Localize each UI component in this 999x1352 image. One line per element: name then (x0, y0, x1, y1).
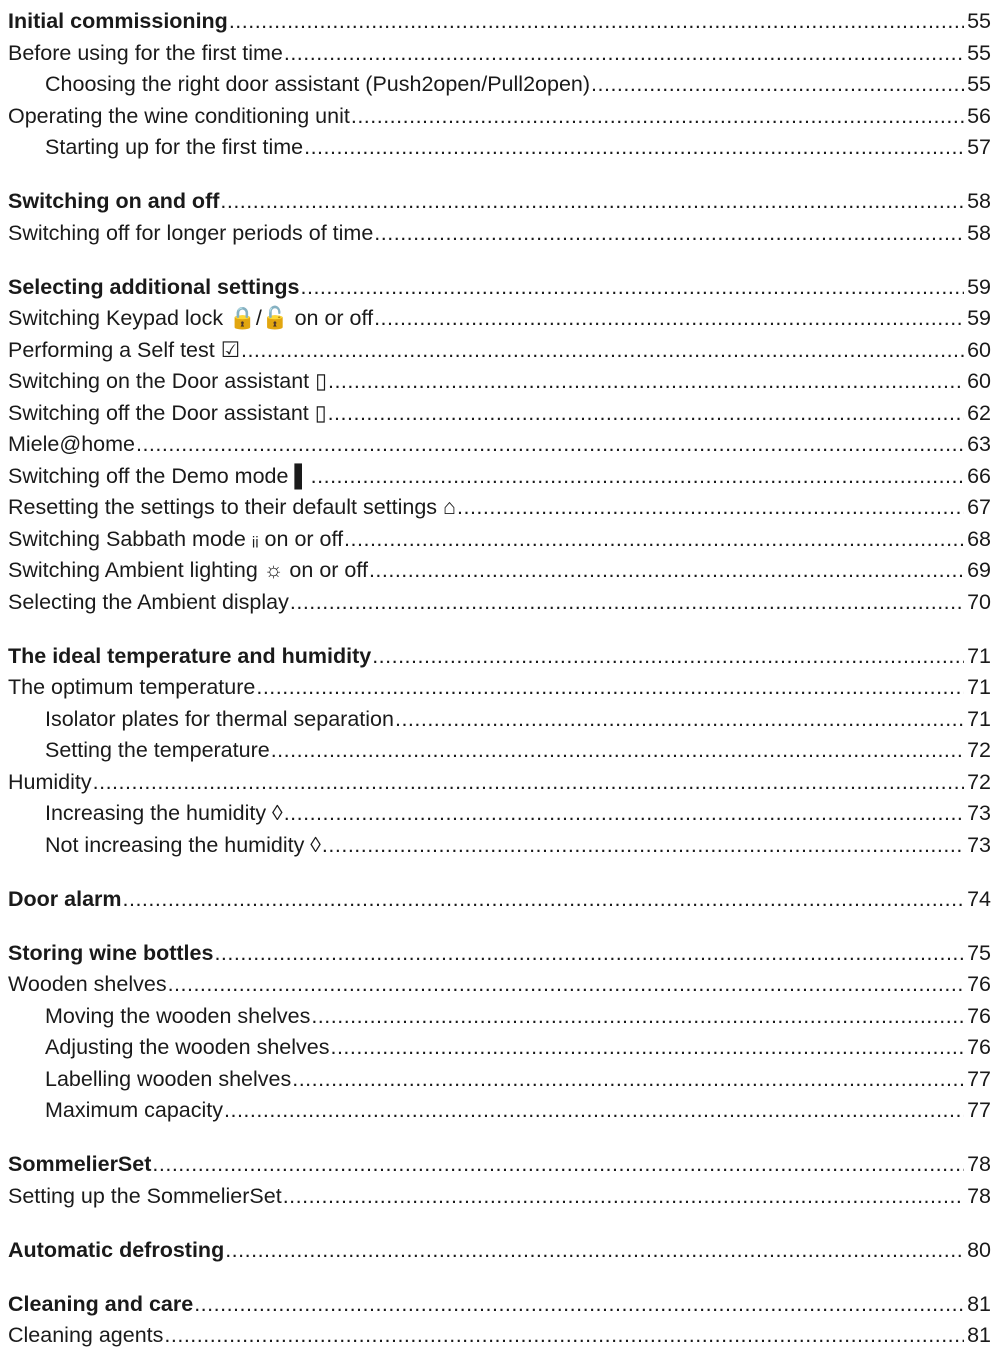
toc-entry-title: Moving the wooden shelves (45, 1003, 311, 1028)
toc-entry-title: Increasing the humidity ◊ (45, 801, 283, 825)
toc-entry-title: Switching Sabbath mode ᵢᵢ on or off (8, 526, 344, 551)
toc-subsection-entry[interactable] (8, 1095, 991, 1127)
toc-page-number: 76 (967, 1035, 991, 1059)
toc-entry-title: The ideal temperature and humidity (8, 643, 372, 668)
toc-page-number: 74 (967, 886, 991, 911)
toc-page-number: 60 (967, 337, 991, 362)
toc-page-number: 72 (967, 738, 991, 762)
toc-dot-leader (164, 1320, 964, 1352)
toc-entry-title: Starting up for the first time (45, 135, 304, 159)
toc-entry-title: Choosing the right door assistant (Push2open/Pull2open) (45, 72, 591, 96)
toc-page-number: 55 (967, 40, 991, 65)
toc-entry-title: Door alarm (8, 886, 122, 911)
toc-chapter-entry[interactable] (8, 1235, 991, 1267)
toc-dot-leader (301, 272, 965, 304)
toc-subsection-entry[interactable] (8, 1064, 991, 1096)
toc-entry-title: Isolator plates for thermal separation (45, 706, 394, 731)
toc-dot-leader (369, 555, 964, 587)
toc-dot-leader (93, 767, 964, 799)
toc-chapter-entry[interactable] (8, 1289, 991, 1321)
toc-chapter-entry[interactable] (8, 186, 991, 218)
toc-dot-leader (220, 186, 964, 218)
toc-entry-title: Switching Ambient lighting ☼ on or off (8, 558, 368, 582)
toc-page-number: 77 (967, 1066, 991, 1091)
toc-page-number: 80 (967, 1237, 991, 1262)
toc-section-entry[interactable] (8, 335, 991, 367)
toc-entry-title: Wooden shelves (8, 972, 167, 996)
toc-dot-leader (229, 6, 964, 38)
toc-dot-leader (214, 938, 964, 970)
toc-dot-leader (311, 1001, 964, 1033)
toc-subsection-entry[interactable] (8, 704, 991, 736)
toc-dot-leader (374, 218, 964, 250)
toc-page-number: 58 (967, 189, 991, 213)
toc-dot-leader (330, 1032, 964, 1064)
toc-entry-title: The optimum temperature (8, 675, 256, 699)
toc-section-entry[interactable] (8, 101, 991, 133)
toc-section-entry[interactable] (8, 1320, 991, 1352)
toc-subsection-entry[interactable] (8, 830, 991, 862)
toc-section-entry[interactable] (8, 303, 991, 335)
toc-page-number: 81 (967, 1323, 991, 1347)
toc-section-entry[interactable] (8, 492, 991, 524)
toc-entry-title: Adjusting the wooden shelves (45, 1035, 330, 1059)
toc-section-entry[interactable] (8, 218, 991, 250)
toc-chapter-entry[interactable] (8, 641, 991, 673)
toc-page-number: 73 (967, 832, 991, 857)
toc-dot-leader (591, 69, 964, 101)
toc-page-number: 77 (967, 1098, 991, 1122)
toc-dot-leader (344, 524, 964, 556)
toc-section-entry[interactable] (8, 38, 991, 70)
toc-entry-title: Switching on and off (8, 189, 220, 213)
toc-page-number: 73 (967, 801, 991, 825)
toc-dot-leader (225, 1235, 964, 1267)
toc-entry-title: Cleaning and care (8, 1291, 194, 1316)
toc-section-entry[interactable] (8, 398, 991, 430)
toc-dot-leader (241, 335, 964, 367)
toc-page-number: 78 (967, 1152, 991, 1176)
toc-entry-title: Labelling wooden shelves (45, 1066, 292, 1091)
toc-entry-title: Switching Keypad lock 🔒/🔓 on or off (8, 306, 374, 330)
toc-dot-leader (328, 366, 964, 398)
toc-section-entry[interactable] (8, 587, 991, 619)
table-of-contents (8, 6, 991, 1352)
toc-page-number: 70 (967, 589, 991, 614)
toc-dot-leader (168, 969, 964, 1001)
toc-subsection-entry[interactable] (8, 132, 991, 164)
toc-dot-leader (224, 1095, 964, 1127)
toc-dot-leader (328, 398, 964, 430)
toc-page-number: 71 (967, 643, 991, 668)
toc-entry-title: Maximum capacity (45, 1098, 224, 1122)
toc-page-number: 68 (967, 526, 991, 551)
toc-chapter-entry[interactable] (8, 884, 991, 916)
toc-dot-leader (311, 461, 964, 493)
toc-dot-leader (284, 798, 964, 830)
toc-dot-leader (290, 587, 964, 619)
toc-dot-leader (322, 830, 964, 862)
toc-section-entry[interactable] (8, 672, 991, 704)
toc-page-number: 76 (967, 972, 991, 996)
toc-section-entry[interactable] (8, 767, 991, 799)
toc-dot-leader (194, 1289, 964, 1321)
toc-chapter-entry[interactable] (8, 6, 991, 38)
toc-subsection-entry[interactable] (8, 1001, 991, 1033)
toc-page-number: 72 (967, 769, 991, 794)
toc-entry-title: Switching on the Door assistant ▯ (8, 369, 327, 393)
toc-entry-title: Storing wine bottles (8, 940, 214, 965)
toc-chapter-entry[interactable] (8, 272, 991, 304)
toc-dot-leader (374, 303, 964, 335)
toc-page-number: 66 (967, 463, 991, 488)
toc-dot-leader (256, 672, 964, 704)
toc-subsection-entry[interactable] (8, 1032, 991, 1064)
toc-section-entry[interactable] (8, 461, 991, 493)
toc-page-number: 67 (967, 495, 991, 519)
toc-page-number: 62 (967, 400, 991, 425)
toc-subsection-entry[interactable] (8, 798, 991, 830)
toc-dot-leader (123, 884, 964, 916)
toc-entry-title: Switching off for longer periods of time (8, 220, 374, 245)
toc-page-number: 58 (967, 220, 991, 245)
toc-page-number: 69 (967, 558, 991, 582)
toc-entry-title: Miele@home (8, 432, 135, 456)
toc-entry-title: Performing a Self test ☑ (8, 337, 240, 362)
toc-page-number: 56 (967, 103, 991, 128)
toc-dot-leader (304, 132, 964, 164)
toc-entry-title: Not increasing the humidity ◊ (45, 832, 321, 857)
toc-dot-leader (271, 735, 964, 767)
toc-page-number: 78 (967, 1183, 991, 1208)
toc-entry-title: Switching off the Door assistant ▯ (8, 400, 327, 425)
toc-dot-leader (292, 1064, 964, 1096)
toc-page-number: 76 (967, 1003, 991, 1028)
toc-chapter-entry[interactable] (8, 938, 991, 970)
toc-section-entry[interactable] (8, 1181, 991, 1213)
toc-page-number: 57 (967, 135, 991, 159)
toc-entry-title: Setting up the SommelierSet (8, 1183, 282, 1208)
toc-dot-leader (457, 492, 964, 524)
toc-entry-title: Initial commissioning (8, 9, 228, 33)
toc-entry-title: Humidity (8, 769, 92, 794)
toc-dot-leader (136, 429, 964, 461)
toc-page-number: 55 (967, 9, 991, 33)
toc-page-number: 75 (967, 940, 991, 965)
toc-page-number: 63 (967, 432, 991, 456)
toc-entry-title: Selecting the Ambient display (8, 589, 289, 614)
toc-page-number: 55 (967, 72, 991, 96)
toc-entry-title: SommelierSet (8, 1152, 152, 1176)
toc-section-entry[interactable] (8, 524, 991, 556)
toc-section-entry[interactable] (8, 969, 991, 1001)
toc-page-number: 60 (967, 369, 991, 393)
toc-dot-leader (284, 38, 964, 70)
toc-page-number: 71 (967, 706, 991, 731)
toc-dot-leader (152, 1149, 964, 1181)
toc-page-number: 71 (967, 675, 991, 699)
toc-page-number: 59 (967, 274, 991, 299)
toc-entry-title: Automatic defrosting (8, 1237, 225, 1262)
toc-dot-leader (372, 641, 964, 673)
toc-dot-leader (351, 101, 964, 133)
toc-entry-title: Operating the wine conditioning unit (8, 103, 350, 128)
toc-entry-title: Before using for the first time (8, 40, 283, 65)
toc-page-number: 59 (967, 306, 991, 330)
toc-entry-title: Resetting the settings to their default settings ⌂ (8, 495, 457, 519)
toc-subsection-entry[interactable] (8, 69, 991, 101)
toc-chapter-entry[interactable] (8, 1149, 991, 1181)
toc-section-entry[interactable] (8, 366, 991, 398)
toc-subsection-entry[interactable] (8, 735, 991, 767)
toc-section-entry[interactable] (8, 555, 991, 587)
toc-entry-title: Selecting additional settings (8, 274, 300, 299)
toc-page-number: 81 (967, 1291, 991, 1316)
toc-dot-leader (283, 1181, 964, 1213)
toc-section-entry[interactable] (8, 429, 991, 461)
toc-entry-title: Switching off the Demo mode ▌ (8, 463, 310, 488)
toc-entry-title: Setting the temperature (45, 738, 270, 762)
toc-entry-title: Cleaning agents (8, 1323, 164, 1347)
toc-dot-leader (395, 704, 964, 736)
